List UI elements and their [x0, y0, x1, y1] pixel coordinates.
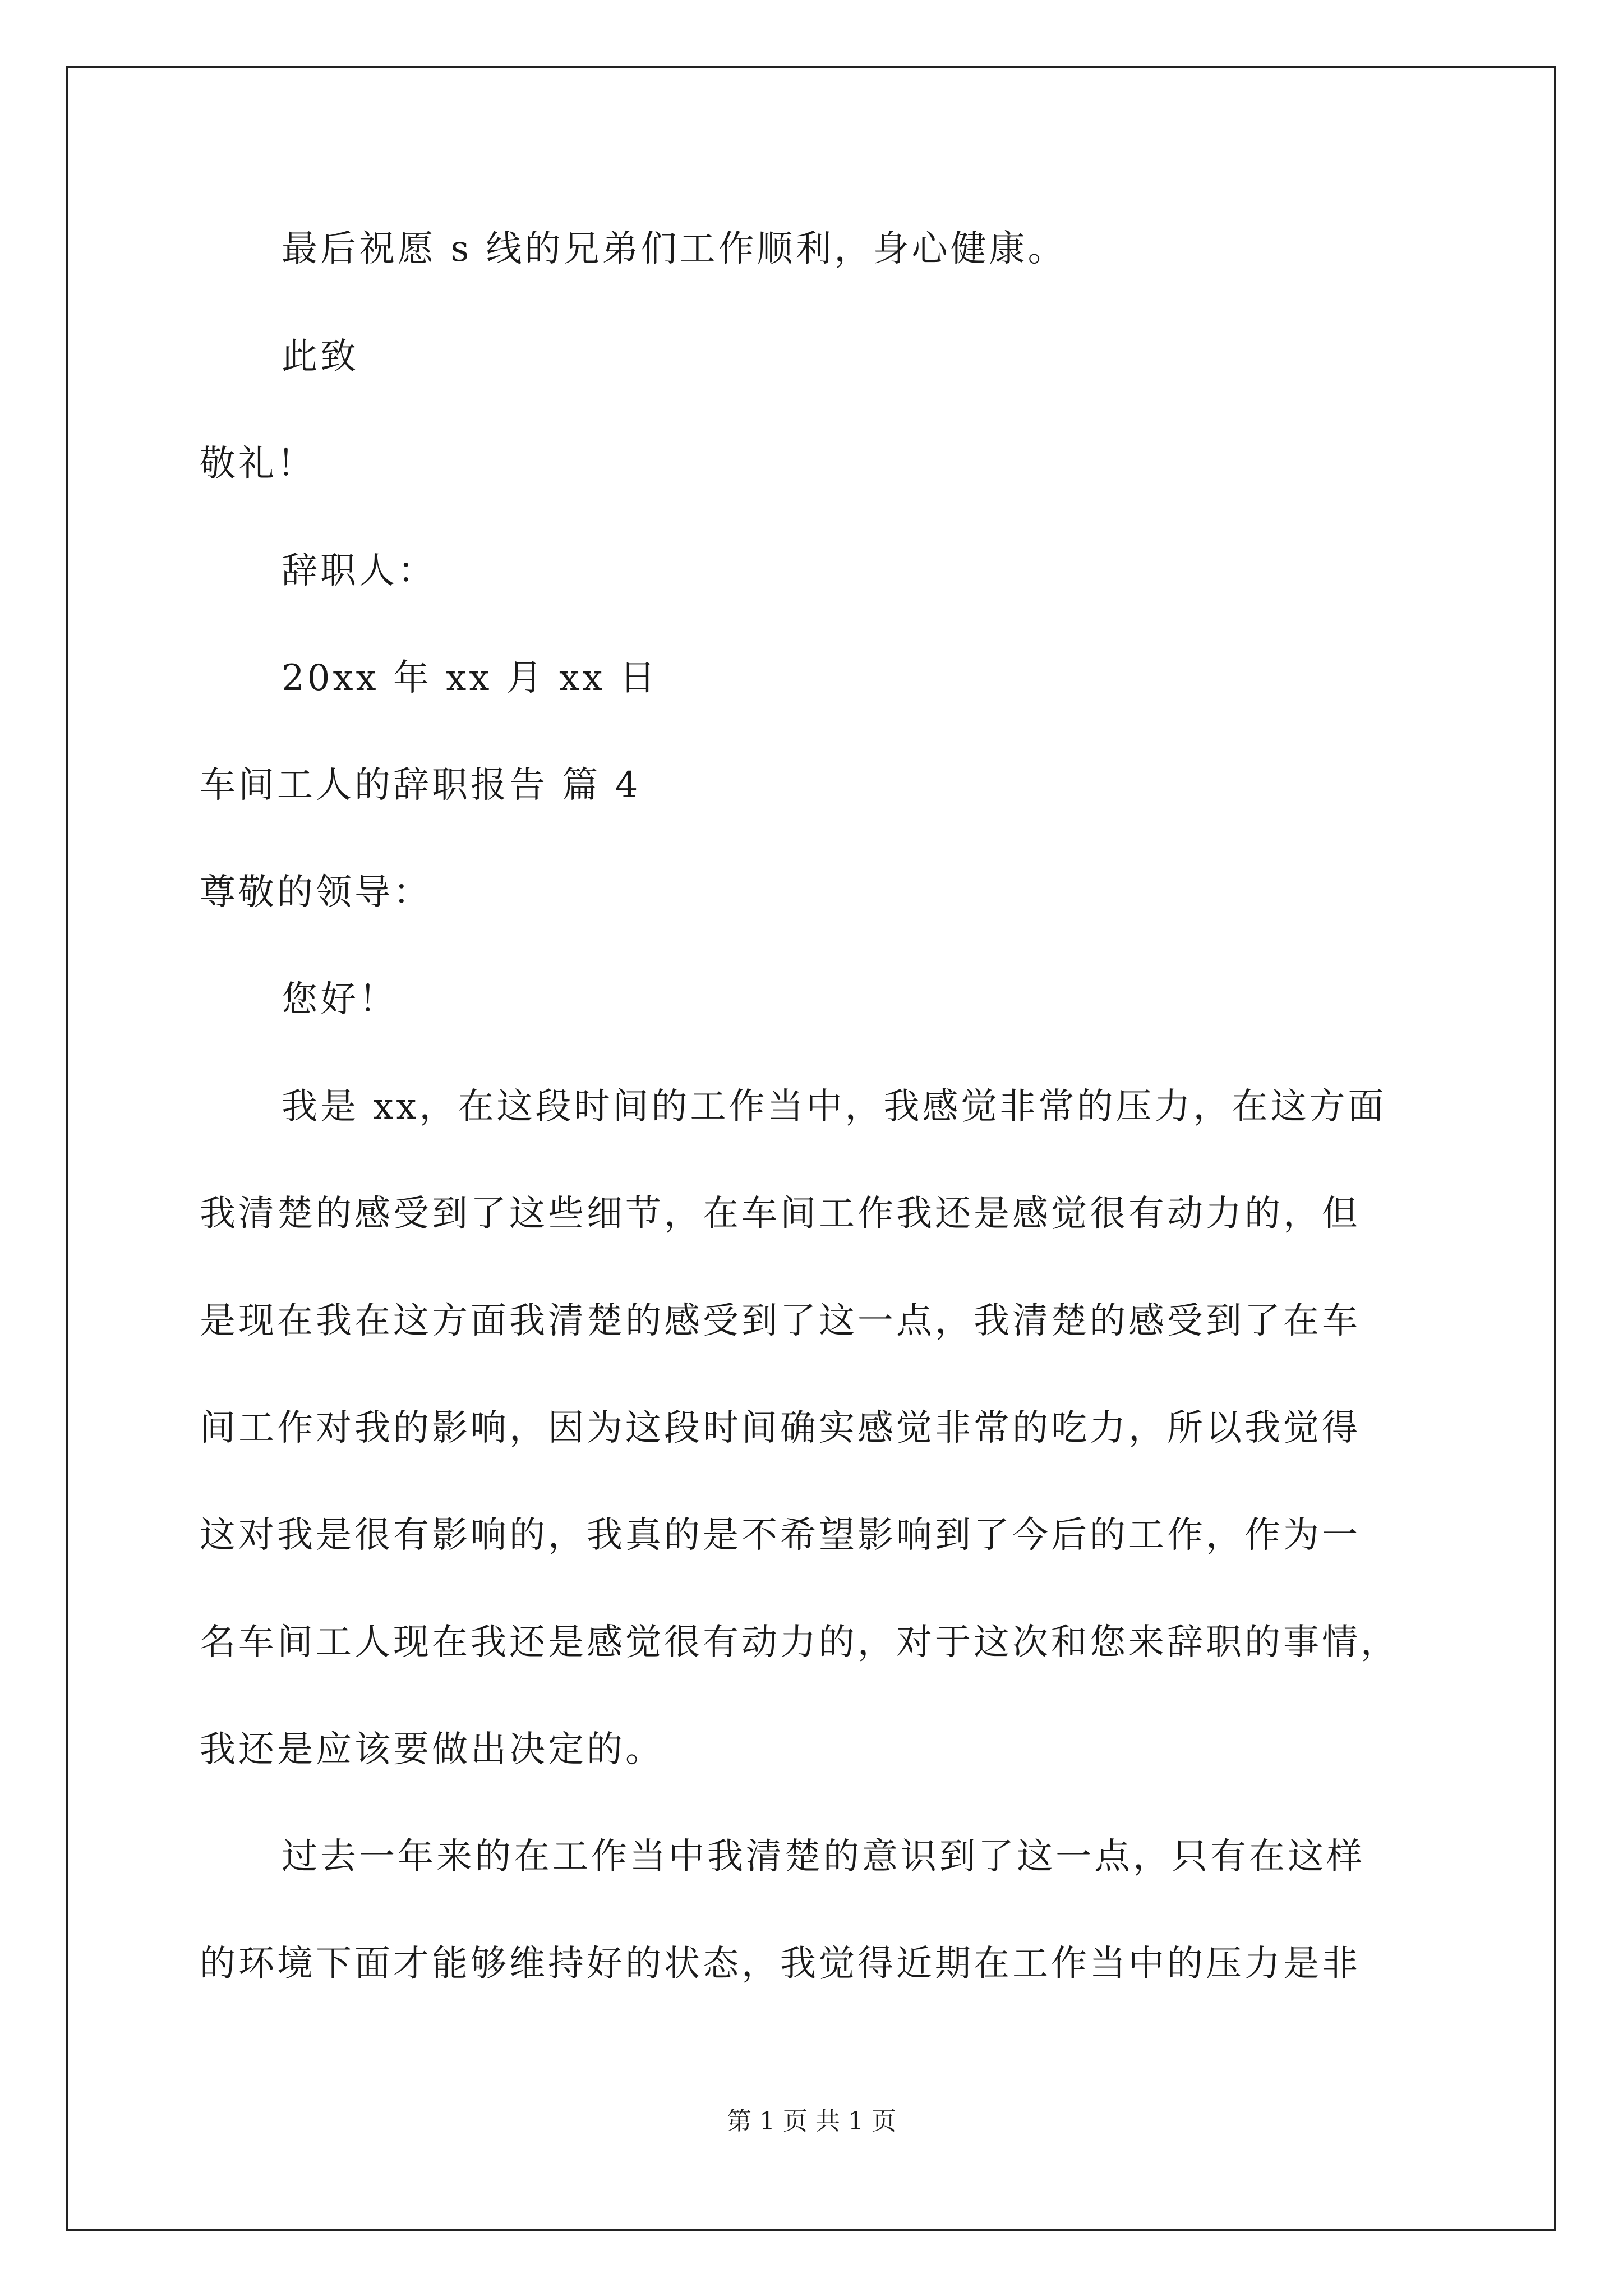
body-line: 名车间工人现在我还是感觉很有动力的，对于这次和您来辞职的事情，	[200, 1622, 1399, 1663]
body-line: 这对我是很有影响的，我真的是不希望影响到了今后的工作，作为一	[200, 1515, 1361, 1556]
section-heading: 车间工人的辞职报告 篇 4	[200, 765, 641, 806]
body-line: 是现在我在这方面我清楚的感受到了这一点，我清楚的感受到了在车	[200, 1300, 1361, 1342]
body-line: 间工作对我的影响，因为这段时间确实感觉非常的吃力，所以我觉得	[200, 1407, 1361, 1449]
greeting-recipient: 尊敬的领导：	[200, 872, 432, 913]
page-number-footer: 第 1 页 共 1 页	[727, 2107, 896, 2136]
body-line: 我是 xx，在这段时间的工作当中，我感觉非常的压力，在这方面	[282, 1086, 1387, 1128]
date-line: 20xx 年 xx 月 xx 日	[282, 657, 658, 699]
page-border	[66, 66, 1556, 2231]
signatory-label: 辞职人：	[282, 550, 436, 592]
greeting-hello: 您好！	[282, 979, 398, 1020]
salutation-jingli: 敬礼！	[200, 443, 316, 485]
body-line: 过去一年来的在工作当中我清楚的意识到了这一点，只有在这样	[282, 1836, 1365, 1878]
salutation-cizhi: 此致	[282, 336, 359, 378]
body-line: 我还是应该要做出决定的。	[200, 1729, 664, 1770]
body-line: 的环境下面才能够维持好的状态，我觉得近期在工作当中的压力是非	[200, 1943, 1361, 1985]
body-line: 我清楚的感受到了这些细节，在车间工作我还是感觉很有动力的，但	[200, 1193, 1361, 1235]
closing-wish: 最后祝愿 s 线的兄弟们工作顺利，身心健康。	[282, 228, 1067, 270]
